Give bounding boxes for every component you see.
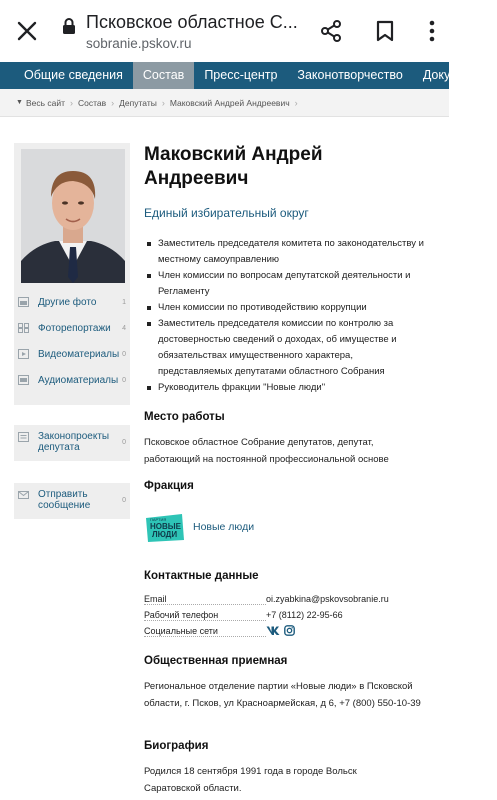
breadcrumb-current: Маковский Андрей Андреевич [169,97,290,108]
sidebar-item-videos[interactable] [18,345,130,363]
contact-label: Социальные сети [144,626,218,636]
vk-icon[interactable] [266,625,280,636]
contact-phone-row [144,610,424,624]
work-heading: Место работы [144,411,225,423]
page-title[interactable]: Псковское областное С... [86,12,298,32]
deputy-photo[interactable] [21,149,125,283]
sidebar-message-card[interactable] [14,483,130,519]
portrait-image [21,149,125,283]
sidebar-item-label [38,489,116,511]
sidebar-bills-card[interactable] [14,425,130,461]
instagram-icon[interactable] [284,625,295,636]
biography-text: Родился 18 сентября 1991 года в городе Вольск Саратовской области. [144,766,357,794]
sidebar-item-label: Фоторепортажи [38,322,111,334]
chevron-right-icon: › [161,97,165,108]
label-line: депутата [38,442,80,453]
logo-text: ЛЮДИ [152,530,178,539]
document-icon [18,432,29,442]
contact-label: Рабочий телефон [144,610,219,620]
sidebar-item-label: Другие фото [38,296,97,308]
biography-heading: Биография [144,740,209,752]
count-badge: 0 [122,439,126,446]
sidebar-item-bills[interactable] [18,431,130,453]
audio-icon [18,375,29,385]
logo-text: НОВЫЕ [150,522,181,531]
lock-icon [62,18,76,34]
email-link[interactable]: oi.zyabkina@pskovsobranie.ru [266,594,389,604]
district-label: Единый избирательный округ [144,206,309,220]
sidebar-item-label: Видеоматериалы [38,348,120,360]
breadcrumb-label: Весь сайт [25,97,65,108]
reception-text: Региональное отделение партии «Новые люди» в Псковской области, г. Псков, ул Красноармейская, д 6, +7 (800) 550-10-39 [144,681,421,709]
label-line: сообщение [38,500,91,511]
count-badge: 0 [122,376,126,384]
faction-logo[interactable] [144,512,186,544]
breadcrumb [0,89,449,117]
nav-item-lawmaking[interactable]: Законотворчество [297,68,403,82]
contact-social-row [144,626,424,640]
contacts-heading: Контактные данные [144,570,259,582]
list-item: Член комиссии по вопросам депутатской деятельности и Регламенту [144,268,424,300]
chevron-right-icon: › [70,97,73,108]
label-line: Законопроекты [38,431,110,442]
contact-email-row [144,594,424,608]
roles-list [144,236,424,396]
contact-label: Email [144,594,167,604]
envelope-icon [18,490,29,500]
gallery-icon [18,323,29,333]
browser-toolbar [0,0,449,62]
logo-text: ПАРТИЯ [150,517,167,522]
sidebar-item-send-message[interactable] [18,489,130,511]
close-icon[interactable] [16,20,38,42]
sidebar-item-other-photos[interactable] [18,293,130,311]
dotted-divider [144,620,266,621]
name-line: Маковский Андрей [144,144,323,165]
label-line: Отправить [38,489,88,500]
name-line: Андреевич [144,168,249,189]
sidebar-item-label [38,431,116,453]
list-item: Руководитель фракции "Новые люди" [144,380,424,396]
list-item: Заместитель председателя комиссии по контролю за достоверностью сведений о доходах, об имуществе и обязательствах имущественного характера, представляемых депутатами областного Собрания [144,316,424,380]
share-icon[interactable] [320,20,342,42]
deputy-name [144,143,424,191]
work-text: Псковское областное Собрание депутатов, депутат, работающий на постоянной профессиональной основе [144,437,389,465]
caret-down-icon: ▼ [16,99,23,106]
nav-item-documents[interactable]: Документы [422,68,488,82]
nav-item-composition[interactable]: Состав [133,62,194,89]
url-domain[interactable]: sobranie.pskov.ru [86,36,192,51]
count-badge: 4 [122,324,126,332]
faction-link[interactable]: Новые люди [193,521,255,533]
phone-link[interactable]: +7 (8112) 22-95-66 [266,610,343,620]
chevron-right-icon: › [294,97,298,108]
nav-item-general[interactable]: Общие сведения [24,68,123,82]
breadcrumb-home[interactable] [16,98,65,108]
dotted-divider [144,636,266,637]
count-badge: 1 [122,298,126,306]
photo-icon [18,297,29,307]
breadcrumb-deputies[interactable]: Депутаты [119,97,157,108]
sidebar-item-audio[interactable] [18,371,130,389]
sidebar-item-photo-reports[interactable] [18,319,130,337]
social-links [266,625,295,636]
reception-heading: Общественная приемная [144,655,288,667]
dotted-divider [144,604,266,605]
more-menu-icon[interactable] [428,20,436,42]
count-badge: 0 [122,497,126,504]
video-icon [18,349,29,359]
sidebar-media-card [14,143,130,405]
main-nav [0,62,488,89]
count-badge: 0 [122,350,126,358]
bookmark-icon[interactable] [376,20,394,42]
breadcrumb-composition[interactable]: Состав [78,97,107,108]
list-item: Член комиссии по противодействию коррупции [144,300,424,316]
list-item: Заместитель председателя комитета по законодательству и местному самоуправлению [144,236,424,268]
sidebar-item-label: Аудиоматериалы [38,374,119,386]
chevron-right-icon: › [111,97,115,108]
faction-heading: Фракция [144,480,194,492]
nav-item-press[interactable]: Пресс-центр [204,68,278,82]
